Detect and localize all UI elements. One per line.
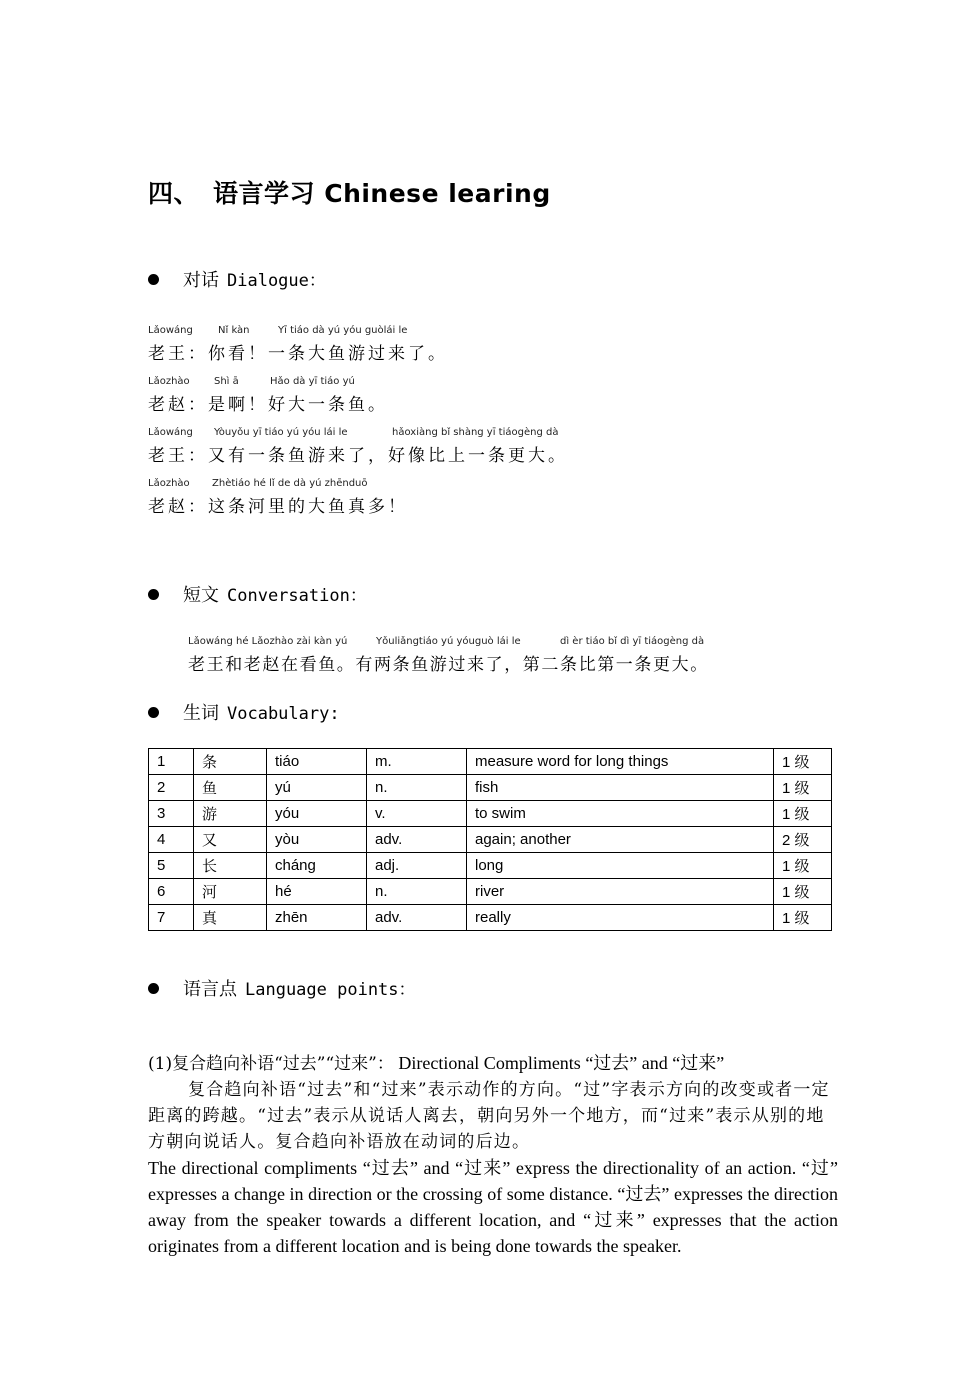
table-row: [149, 775, 832, 801]
pinyin-segment: Zhètiáo hé lǐ de dà yú zhēnduō: [212, 478, 368, 489]
title-text: 语言学习 Chinese learing: [213, 179, 551, 208]
vocab-meaning: again; another: [467, 827, 774, 853]
vocab-pinyin: tiáo: [267, 749, 367, 775]
vocab-character: 长: [194, 853, 267, 879]
dialogue-line: [148, 427, 568, 466]
vocab-meaning: really: [467, 905, 774, 931]
vocabulary-heading-en: Vocabulary:: [227, 704, 340, 724]
table-row: [149, 801, 832, 827]
vocab-pinyin: zhēn: [267, 905, 367, 931]
pinyin-row: [148, 427, 568, 441]
pinyin-segment: Yǒuliǎngtiáo yú yóuguò lái le: [376, 636, 521, 647]
vocab-number: 2: [149, 775, 194, 801]
vocab-character: 真: [194, 905, 267, 931]
vocab-character: 游: [194, 801, 267, 827]
dialogue-text: 老王：你看！一条大鱼游过来了。: [148, 344, 448, 364]
vocab-number: 3: [149, 801, 194, 827]
table-row: [149, 879, 832, 905]
vocab-part-of-speech: v.: [367, 801, 467, 827]
vocab-character: 条: [194, 749, 267, 775]
pinyin-speaker: Lǎowáng: [148, 427, 193, 438]
vocab-level: 1 级: [774, 749, 832, 775]
conversation-text: 老王和老赵在看鱼。有两条鱼游过来了，第二条比第一条更大。: [188, 655, 709, 675]
table-row: [149, 827, 832, 853]
pinyin-segment: dì èr tiáo bǐ dì yī tiáogèng dà: [560, 636, 705, 647]
dialogue-text: 老王：又有一条鱼游来了，好像比上一条更大。: [148, 446, 568, 466]
vocab-level: 1 级: [774, 879, 832, 905]
dialogue-line: [148, 325, 448, 364]
point-title-cn: (1)复合趋向补语“过去”“过来”：: [148, 1054, 394, 1074]
dialogue-line: [148, 376, 388, 415]
conversation-heading-en: Conversation：: [227, 586, 367, 606]
vocab-part-of-speech: n.: [367, 775, 467, 801]
vocab-level: 1 级: [774, 905, 832, 931]
conversation-heading-cn: 短文: [183, 585, 219, 606]
vocab-number: 4: [149, 827, 194, 853]
vocab-number: 1: [149, 749, 194, 775]
pinyin-speaker: Lǎozhào: [148, 376, 190, 387]
dialogue-text: 老赵：这条河里的大鱼真多！: [148, 497, 408, 517]
vocab-number: 7: [149, 905, 194, 931]
pinyin-segment: Lǎowáng hé Lǎozhào zài kàn yú: [188, 636, 348, 647]
pinyin-segment: Yòuyǒu yī tiáo yú yóu lái le: [214, 427, 348, 438]
pinyin-row: [148, 478, 408, 492]
dialogue-line: [148, 478, 408, 517]
vocabulary-heading-cn: 生词: [183, 703, 219, 724]
vocab-part-of-speech: n.: [367, 879, 467, 905]
vocabulary-table-body: [149, 749, 832, 931]
point-explanation-en: The directional compliments “过去” and “过来” express the directionality of an action. “过” expresses a change in direction or the crossing of some distance. “过去” expresses the direction away from the speaker towards a different location, and “过来” expresses that the action originates from a different location and is being done towards the speaker.: [148, 1158, 838, 1256]
pinyin-segment: Hǎo dà yī tiáo yú: [270, 376, 355, 387]
pinyin-row: [148, 376, 388, 390]
conversation-heading: [148, 581, 367, 607]
language-points-heading-en: Language points：: [245, 980, 416, 1000]
vocab-meaning: to swim: [467, 801, 774, 827]
pinyin-segment: Nǐ kàn: [218, 325, 250, 336]
vocab-character: 鱼: [194, 775, 267, 801]
vocab-part-of-speech: m.: [367, 749, 467, 775]
vocab-level: 1 级: [774, 775, 832, 801]
bullet-icon: [148, 274, 159, 285]
bullet-icon: [148, 707, 159, 718]
table-row: [149, 749, 832, 775]
vocab-pinyin: hé: [267, 879, 367, 905]
vocab-number: 6: [149, 879, 194, 905]
vocab-part-of-speech: adv.: [367, 827, 467, 853]
vocab-level: 2 级: [774, 827, 832, 853]
dialogue-heading: [148, 266, 326, 292]
language-point-1: [148, 1050, 838, 1259]
bullet-icon: [148, 589, 159, 600]
vocab-character: 河: [194, 879, 267, 905]
conversation-passage: [188, 636, 709, 675]
vocab-pinyin: yóu: [267, 801, 367, 827]
vocab-part-of-speech: adv.: [367, 905, 467, 931]
vocab-pinyin: yú: [267, 775, 367, 801]
pinyin-row: [148, 325, 448, 339]
vocab-meaning: river: [467, 879, 774, 905]
table-row: [149, 853, 832, 879]
pinyin-speaker: Lǎowáng: [148, 325, 193, 336]
pinyin-speaker: Lǎozhào: [148, 478, 190, 489]
bullet-icon: [148, 983, 159, 994]
vocab-pinyin: cháng: [267, 853, 367, 879]
pinyin-row: [188, 636, 709, 650]
dialogue-text: 老赵：是啊！好大一条鱼。: [148, 395, 388, 415]
pinyin-segment: Shì ā: [214, 376, 239, 387]
dialogue-heading-cn: 对话: [183, 270, 219, 291]
dialogue-heading-en: Dialogue：: [227, 271, 326, 291]
vocab-character: 又: [194, 827, 267, 853]
vocab-meaning: long: [467, 853, 774, 879]
vocab-level: 1 级: [774, 853, 832, 879]
language-points-heading: [148, 975, 416, 1001]
point-title-en: Directional Compliments “过去” and “过来”: [398, 1053, 725, 1073]
title-number: 四、: [148, 179, 200, 208]
table-row: [149, 905, 832, 931]
point-explanation-cn: 复合趋向补语“过去”和“过来”表示动作的方向。“过”字表示方向的改变或者一定距离的跨越。“过去”表示从说话人离去，朝向另外一个地方，而“过来”表示从别的地方朝向说话人。复合趋向补语放在动词的后边。: [148, 1080, 830, 1152]
pinyin-segment: hǎoxiàng bǐ shàng yī tiáogèng dà: [392, 427, 559, 438]
vocab-number: 5: [149, 853, 194, 879]
pinyin-segment: Yī tiáo dà yú yóu guòlái le: [278, 325, 408, 336]
page-title: [148, 174, 551, 210]
language-points-heading-cn: 语言点: [183, 979, 237, 1000]
point-title: [148, 1050, 838, 1077]
vocab-level: 1 级: [774, 801, 832, 827]
vocab-part-of-speech: adj.: [367, 853, 467, 879]
vocab-pinyin: yòu: [267, 827, 367, 853]
vocabulary-table: [148, 748, 832, 931]
vocab-meaning: measure word for long things: [467, 749, 774, 775]
vocabulary-heading: [148, 699, 340, 725]
vocab-meaning: fish: [467, 775, 774, 801]
